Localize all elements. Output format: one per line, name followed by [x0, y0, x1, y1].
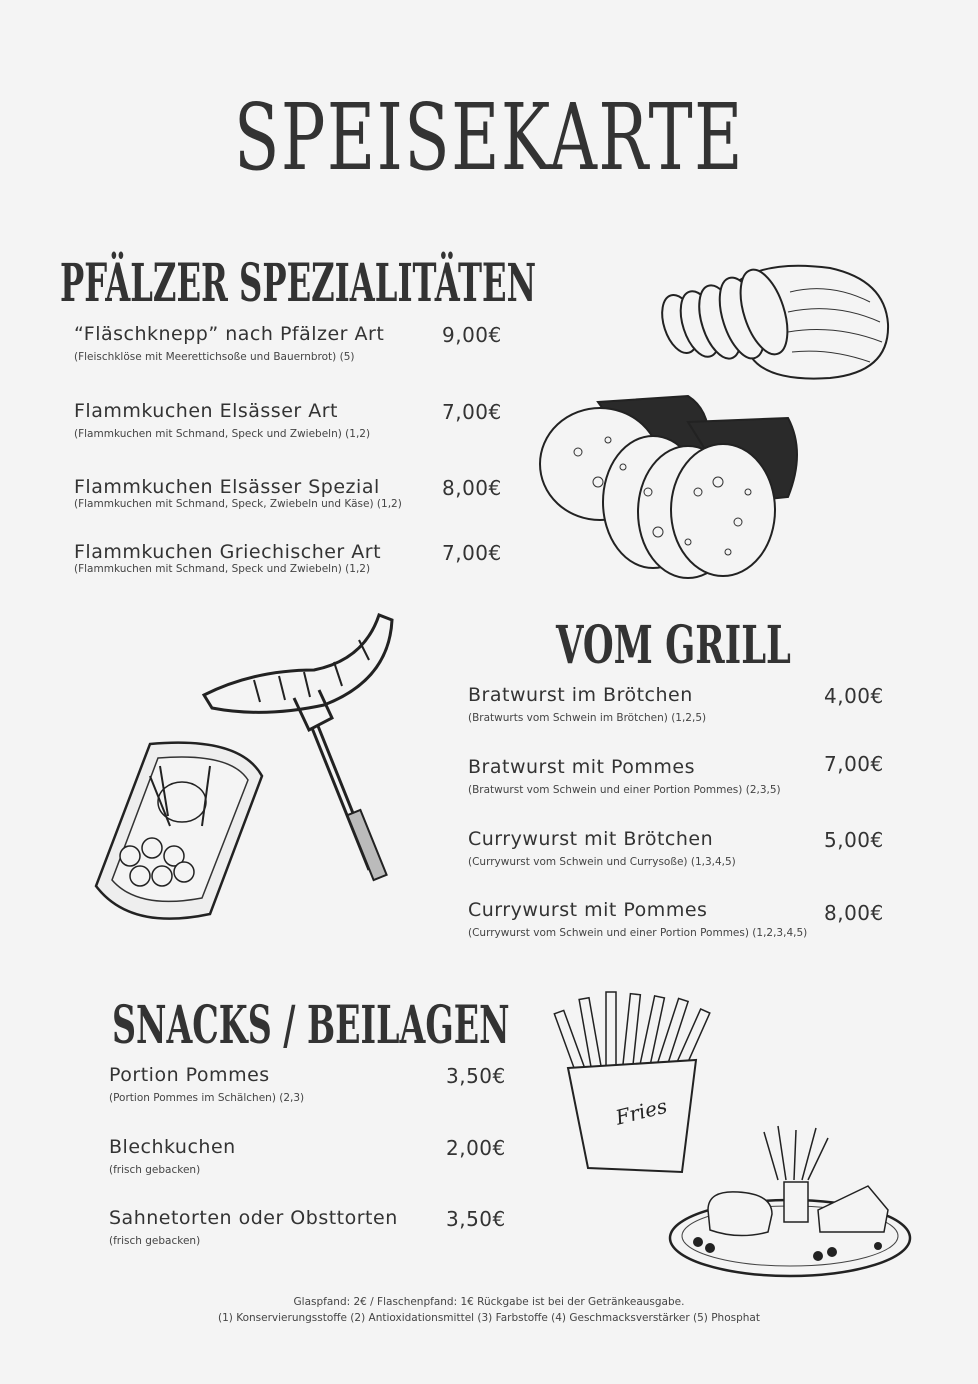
- menu-item: [74, 323, 504, 363]
- item-price: 9,00€: [442, 323, 502, 347]
- section-heading-grill: VOM GRILL: [556, 615, 791, 676]
- item-description: (Fleischklöse mit Meerettichsoße und Bauernbrot) (5): [74, 351, 355, 363]
- item-price: 8,00€: [442, 476, 502, 500]
- item-name: “Fläschknepp” nach Pfälzer Art: [74, 323, 385, 345]
- item-name: Flammkuchen Elsässer Art: [74, 400, 339, 422]
- item-price: 3,50€: [446, 1064, 506, 1088]
- item-description: (Bratwurst vom Schwein und einer Portion Pommes) (2,3,5): [468, 784, 781, 796]
- menu-item: [109, 1207, 509, 1247]
- menu-item: [74, 400, 504, 440]
- currywurst-tray-illustration: [90, 736, 270, 926]
- item-name: Sahnetorten oder Obsttorten: [109, 1207, 398, 1229]
- item-price: 7,00€: [442, 541, 502, 565]
- item-description: (frisch gebacken): [109, 1235, 201, 1247]
- item-price: 8,00€: [824, 901, 884, 925]
- section-heading-snacks: SNACKS / BEILAGEN: [112, 995, 510, 1056]
- item-price: 7,00€: [824, 752, 884, 776]
- item-name: Flammkuchen Elsässer Spezial: [74, 476, 380, 498]
- item-name: Portion Pommes: [109, 1064, 270, 1086]
- item-description: (Currywurst vom Schwein und Currysoße) (1,3,4,5): [468, 856, 736, 868]
- bread-illustration: [660, 262, 892, 382]
- fries-label: Fries: [613, 1093, 670, 1130]
- menu-item: [74, 476, 504, 510]
- item-price: 5,00€: [824, 828, 884, 852]
- item-description: (Portion Pommes im Schälchen) (2,3): [109, 1092, 305, 1104]
- item-description: (Flammkuchen mit Schmand, Speck, Zwiebeln und Käse) (1,2): [74, 498, 402, 510]
- item-price: 4,00€: [824, 684, 884, 708]
- item-price: 3,50€: [446, 1207, 506, 1231]
- sausage-slices-illustration: [538, 392, 808, 582]
- item-name: Blechkuchen: [109, 1136, 236, 1158]
- section-heading-pfaelzer: PFÄLZER SPEZIALITÄTEN: [60, 253, 537, 314]
- menu-item: [109, 1136, 509, 1176]
- menu-item: [468, 899, 888, 939]
- item-description: (Flammkuchen mit Schmand, Speck und Zwiebeln) (1,2): [74, 428, 371, 440]
- item-description: (Currywurst vom Schwein und einer Portion Pommes) (1,2,3,4,5): [468, 927, 808, 939]
- item-description: (Bratwurts vom Schwein im Brötchen) (1,2,5): [468, 712, 707, 724]
- menu-item: [468, 752, 888, 796]
- item-name: Flammkuchen Griechischer Art: [74, 541, 382, 563]
- additives-legend: (1) Konservierungsstoffe (2) Antioxidationsmittel (3) Farbstoffe (4) Geschmacksverstärker (5) Phosphat: [218, 1312, 760, 1324]
- menu-title: SPEISEKARTE: [234, 84, 744, 191]
- cheese-plate-illustration: [668, 1120, 914, 1280]
- item-name: Currywurst mit Brötchen: [468, 828, 714, 850]
- menu-item: [74, 541, 504, 575]
- item-name: Currywurst mit Pommes: [468, 899, 708, 921]
- menu-item: [468, 828, 888, 868]
- item-name: Bratwurst mit Pommes: [468, 756, 696, 778]
- menu-item: [468, 684, 888, 724]
- item-description: (frisch gebacken): [109, 1164, 201, 1176]
- item-price: 7,00€: [442, 400, 502, 424]
- menu-item: [109, 1064, 509, 1104]
- item-name: Bratwurst im Brötchen: [468, 684, 693, 706]
- item-price: 2,00€: [446, 1136, 506, 1160]
- deposit-note: Glaspfand: 2€ / Flaschenpfand: 1€ Rückgabe ist bei der Getränkeausgabe.: [293, 1296, 685, 1308]
- footer-notes: [0, 1294, 978, 1326]
- item-description: (Flammkuchen mit Schmand, Speck und Zwiebeln) (1,2): [74, 563, 371, 575]
